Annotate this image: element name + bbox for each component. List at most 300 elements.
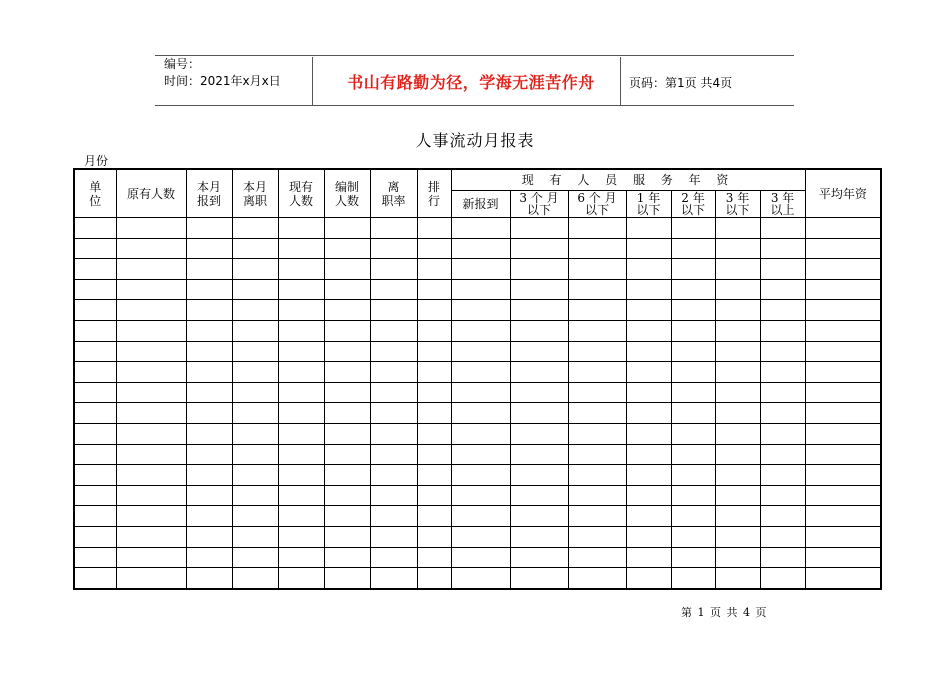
table-cell[interactable] [451,382,510,403]
table-cell[interactable] [715,568,760,589]
table-cell[interactable] [278,218,324,239]
table-cell[interactable] [116,382,186,403]
table-cell[interactable] [74,382,116,403]
table-cell[interactable] [370,547,417,568]
table-cell[interactable] [805,362,881,383]
table-cell[interactable] [116,341,186,362]
table-cell[interactable] [370,259,417,280]
table-cell[interactable] [510,341,568,362]
table-cell[interactable] [510,444,568,465]
table-cell[interactable] [74,423,116,444]
table-cell[interactable] [324,382,370,403]
table-row [74,300,881,321]
table-cell[interactable] [671,300,715,321]
table-cell[interactable] [324,362,370,383]
table-cell[interactable] [232,279,278,300]
table-cell[interactable] [232,238,278,259]
table-cell[interactable] [116,218,186,239]
table-cell[interactable] [805,238,881,259]
table-cell[interactable] [370,300,417,321]
table-cell[interactable] [370,218,417,239]
table-cell[interactable] [451,568,510,589]
table-cell[interactable] [626,506,671,527]
table-cell[interactable] [760,362,805,383]
table-cell[interactable] [805,259,881,280]
table-cell[interactable] [715,547,760,568]
table-cell[interactable] [805,320,881,341]
table-cell[interactable] [568,259,626,280]
table-cell[interactable] [116,526,186,547]
table-cell[interactable] [324,259,370,280]
table-cell[interactable] [715,218,760,239]
table-cell[interactable] [417,485,451,506]
table-cell[interactable] [116,259,186,280]
table-cell[interactable] [451,423,510,444]
table-cell[interactable] [324,547,370,568]
table-cell[interactable] [671,259,715,280]
table-cell[interactable] [116,362,186,383]
table-cell[interactable] [805,341,881,362]
table-cell[interactable] [417,218,451,239]
table-cell[interactable] [715,238,760,259]
table-cell[interactable] [324,218,370,239]
table-cell[interactable] [417,423,451,444]
table-cell[interactable] [324,320,370,341]
table-cell[interactable] [568,403,626,424]
table-cell[interactable] [671,485,715,506]
table-cell[interactable] [74,362,116,383]
table-cell[interactable] [671,403,715,424]
table-cell[interactable] [74,403,116,424]
sub-over-3-years: 3 年 以上 [760,191,805,218]
table-cell[interactable] [417,465,451,486]
table-cell[interactable] [186,259,232,280]
table-cell[interactable] [324,506,370,527]
table-cell[interactable] [186,506,232,527]
col-current-count: 现有 人数 [278,169,324,218]
table-cell[interactable] [451,218,510,239]
table-cell[interactable] [568,526,626,547]
table-cell[interactable] [671,568,715,589]
table-cell[interactable] [568,341,626,362]
table-cell[interactable] [451,279,510,300]
table-cell[interactable] [232,362,278,383]
table-cell[interactable] [417,341,451,362]
table-cell[interactable] [715,300,760,321]
table-cell[interactable] [74,279,116,300]
table-cell[interactable] [760,300,805,321]
table-cell[interactable] [417,403,451,424]
table-cell[interactable] [278,279,324,300]
table-cell[interactable] [715,423,760,444]
table-cell[interactable] [760,485,805,506]
table-cell[interactable] [568,300,626,321]
col-month-join: 本月 报到 [186,169,232,218]
table-cell[interactable] [186,547,232,568]
table-cell[interactable] [417,547,451,568]
table-cell[interactable] [278,300,324,321]
table-cell[interactable] [805,382,881,403]
table-cell[interactable] [417,259,451,280]
table-cell[interactable] [671,506,715,527]
table-cell[interactable] [232,506,278,527]
table-cell[interactable] [451,485,510,506]
table-cell[interactable] [626,403,671,424]
table-cell[interactable] [760,506,805,527]
table-cell[interactable] [626,320,671,341]
table-cell[interactable] [805,526,881,547]
table-cell[interactable] [451,341,510,362]
header-info [164,56,281,90]
table-cell[interactable] [74,259,116,280]
table-cell[interactable] [760,465,805,486]
table-cell[interactable] [671,547,715,568]
table-cell[interactable] [671,218,715,239]
table-cell[interactable] [278,382,324,403]
table-cell[interactable] [760,444,805,465]
table-cell[interactable] [671,320,715,341]
table-cell[interactable] [278,526,324,547]
table-cell[interactable] [626,485,671,506]
table-cell[interactable] [370,568,417,589]
table-cell[interactable] [232,341,278,362]
table-cell[interactable] [232,218,278,239]
table-cell[interactable] [715,506,760,527]
table-cell[interactable] [186,362,232,383]
table-cell[interactable] [324,485,370,506]
table-cell[interactable] [671,444,715,465]
table-cell[interactable] [232,444,278,465]
table-cell[interactable] [232,526,278,547]
table-row [74,341,881,362]
table-cell[interactable] [626,382,671,403]
table-cell[interactable] [186,320,232,341]
col-original-count: 原有人数 [116,169,186,218]
table-cell[interactable] [451,259,510,280]
table-cell[interactable] [116,320,186,341]
table-cell[interactable] [278,444,324,465]
table-cell[interactable] [568,320,626,341]
col-unit: 单 位 [74,169,116,218]
table-cell[interactable] [370,506,417,527]
table-cell[interactable] [760,568,805,589]
table-cell[interactable] [671,279,715,300]
table-cell[interactable] [626,259,671,280]
table-cell[interactable] [116,403,186,424]
table-cell[interactable] [232,403,278,424]
table-cell[interactable] [370,341,417,362]
table-cell[interactable] [568,362,626,383]
table-cell[interactable] [370,485,417,506]
table-cell[interactable] [74,465,116,486]
table-cell[interactable] [116,279,186,300]
table-cell[interactable] [626,547,671,568]
table-cell[interactable] [278,259,324,280]
table-cell[interactable] [186,568,232,589]
table-cell[interactable] [510,238,568,259]
table-cell[interactable] [715,444,760,465]
table-cell[interactable] [278,423,324,444]
table-cell[interactable] [671,238,715,259]
table-cell[interactable] [186,279,232,300]
table-cell[interactable] [568,547,626,568]
table-cell[interactable] [626,238,671,259]
table-cell[interactable] [74,238,116,259]
table-cell[interactable] [626,444,671,465]
table-cell[interactable] [116,568,186,589]
table-cell[interactable] [805,485,881,506]
table-cell[interactable] [715,465,760,486]
table-cell[interactable] [186,465,232,486]
table-cell[interactable] [116,485,186,506]
table-cell[interactable] [74,218,116,239]
table-cell[interactable] [324,238,370,259]
table-cell[interactable] [278,238,324,259]
table-cell[interactable] [370,362,417,383]
table-row [74,279,881,300]
table-cell[interactable] [370,238,417,259]
table-cell[interactable] [417,444,451,465]
table-cell[interactable] [417,300,451,321]
table-cell[interactable] [278,506,324,527]
table-cell[interactable] [805,568,881,589]
table-cell[interactable] [760,259,805,280]
table-cell[interactable] [116,465,186,486]
table-cell[interactable] [715,259,760,280]
table-cell[interactable] [805,444,881,465]
table-cell[interactable] [186,238,232,259]
table-cell[interactable] [451,362,510,383]
table-cell[interactable] [671,341,715,362]
table-cell[interactable] [568,485,626,506]
table-cell[interactable] [74,320,116,341]
table-row [74,465,881,486]
table-cell[interactable] [510,382,568,403]
table-cell[interactable] [186,444,232,465]
table-cell[interactable] [626,362,671,383]
table-cell[interactable] [324,300,370,321]
table-cell[interactable] [186,300,232,321]
table-cell[interactable] [568,382,626,403]
table-cell[interactable] [671,423,715,444]
table-cell[interactable] [510,218,568,239]
table-cell[interactable] [417,382,451,403]
table-cell[interactable] [568,506,626,527]
table-cell[interactable] [510,485,568,506]
table-cell[interactable] [805,218,881,239]
table-cell[interactable] [510,362,568,383]
table-cell[interactable] [715,382,760,403]
table-cell[interactable] [626,465,671,486]
table-cell[interactable] [278,568,324,589]
table-cell[interactable] [715,485,760,506]
table-cell[interactable] [568,568,626,589]
table-cell[interactable] [232,320,278,341]
table-cell[interactable] [278,320,324,341]
table-cell[interactable] [417,506,451,527]
sub-under-2-years: 2 年 以下 [671,191,715,218]
table-cell[interactable] [116,423,186,444]
table-cell[interactable] [510,320,568,341]
table-cell[interactable] [626,218,671,239]
table-cell[interactable] [186,526,232,547]
table-cell[interactable] [626,526,671,547]
table-cell[interactable] [324,341,370,362]
table-cell[interactable] [278,403,324,424]
table-cell[interactable] [568,444,626,465]
table-cell[interactable] [805,279,881,300]
table-cell[interactable] [451,465,510,486]
table-cell[interactable] [370,279,417,300]
table-cell[interactable] [186,423,232,444]
table-cell[interactable] [186,382,232,403]
table-cell[interactable] [417,320,451,341]
table-cell[interactable] [715,279,760,300]
table-cell[interactable] [370,444,417,465]
table-cell[interactable] [232,300,278,321]
table-cell[interactable] [805,300,881,321]
table-cell[interactable] [568,423,626,444]
table-cell[interactable] [186,403,232,424]
table-cell[interactable] [451,300,510,321]
table-cell[interactable] [760,423,805,444]
table-cell[interactable] [370,423,417,444]
table-cell[interactable] [805,506,881,527]
table-cell[interactable] [116,444,186,465]
table-cell[interactable] [324,279,370,300]
table-cell[interactable] [671,382,715,403]
table-cell[interactable] [760,238,805,259]
table-cell[interactable] [715,362,760,383]
table-cell[interactable] [232,465,278,486]
table-cell[interactable] [417,568,451,589]
table-cell[interactable] [626,279,671,300]
table-cell[interactable] [805,465,881,486]
table-cell[interactable] [715,403,760,424]
table-cell[interactable] [715,526,760,547]
table-cell[interactable] [278,485,324,506]
table-cell[interactable] [760,526,805,547]
table-cell[interactable] [370,403,417,424]
table-cell[interactable] [760,341,805,362]
table-cell[interactable] [671,465,715,486]
table-cell[interactable] [510,568,568,589]
table-cell[interactable] [626,423,671,444]
table-cell[interactable] [510,526,568,547]
table-cell[interactable] [74,547,116,568]
table-cell[interactable] [370,526,417,547]
table-cell[interactable] [568,279,626,300]
table-cell[interactable] [74,341,116,362]
table-cell[interactable] [760,279,805,300]
table-cell[interactable] [324,423,370,444]
table-cell[interactable] [232,568,278,589]
table-cell[interactable] [451,506,510,527]
table-cell[interactable] [278,341,324,362]
table-cell[interactable] [232,259,278,280]
table-cell[interactable] [451,547,510,568]
table-cell[interactable] [186,485,232,506]
table-cell[interactable] [510,423,568,444]
table-cell[interactable] [370,465,417,486]
table-cell[interactable] [510,465,568,486]
table-cell[interactable] [186,341,232,362]
table-cell[interactable] [451,526,510,547]
table-cell[interactable] [451,444,510,465]
table-cell[interactable] [671,362,715,383]
table-cell[interactable] [715,320,760,341]
table-cell[interactable] [417,279,451,300]
table-cell[interactable] [510,547,568,568]
table-cell[interactable] [324,444,370,465]
table-cell[interactable] [510,259,568,280]
table-cell[interactable] [74,526,116,547]
table-cell[interactable] [626,568,671,589]
document-time-label: 时间：2021年x月x日 [164,74,281,88]
table-cell[interactable] [451,320,510,341]
table-cell[interactable] [626,341,671,362]
table-cell[interactable] [417,238,451,259]
table-cell[interactable] [417,362,451,383]
table-cell[interactable] [370,382,417,403]
table-cell[interactable] [278,547,324,568]
table-cell[interactable] [324,403,370,424]
table-cell[interactable] [116,506,186,527]
table-cell[interactable] [116,547,186,568]
table-cell[interactable] [278,362,324,383]
table-cell[interactable] [568,238,626,259]
table-cell[interactable] [568,218,626,239]
table-cell[interactable] [74,444,116,465]
table-cell[interactable] [510,506,568,527]
table-cell[interactable] [805,403,881,424]
table-cell[interactable] [760,218,805,239]
table-cell[interactable] [671,526,715,547]
table-cell[interactable] [805,547,881,568]
table-cell[interactable] [805,423,881,444]
table-cell[interactable] [510,300,568,321]
table-cell[interactable] [74,485,116,506]
table-cell[interactable] [232,423,278,444]
table-cell[interactable] [116,300,186,321]
table-cell[interactable] [232,547,278,568]
table-cell[interactable] [232,485,278,506]
table-cell[interactable] [760,382,805,403]
table-cell[interactable] [715,341,760,362]
table-cell[interactable] [417,526,451,547]
table-cell[interactable] [451,238,510,259]
table-cell[interactable] [510,279,568,300]
table-cell[interactable] [510,403,568,424]
table-cell[interactable] [626,300,671,321]
table-cell[interactable] [74,506,116,527]
table-cell[interactable] [116,238,186,259]
table-cell[interactable] [186,218,232,239]
table-cell[interactable] [278,465,324,486]
table-cell[interactable] [760,403,805,424]
table-cell[interactable] [232,382,278,403]
table-cell[interactable] [74,300,116,321]
table-cell[interactable] [568,465,626,486]
table-cell[interactable] [324,526,370,547]
table-cell[interactable] [451,403,510,424]
table-cell[interactable] [74,568,116,589]
table-cell[interactable] [324,568,370,589]
table-cell[interactable] [760,547,805,568]
table-cell[interactable] [324,465,370,486]
table-cell[interactable] [370,320,417,341]
table-cell[interactable] [760,320,805,341]
